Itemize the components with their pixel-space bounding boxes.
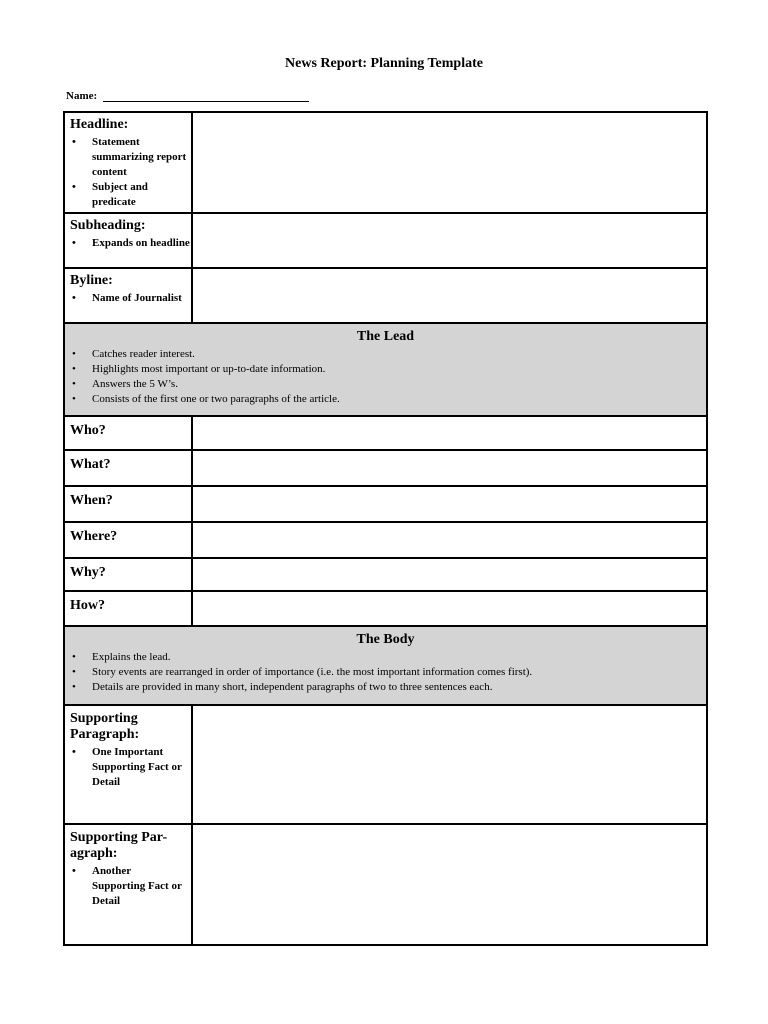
supporting-paragraph-row (64, 705, 707, 824)
what-label-cell (64, 450, 192, 486)
lead-title: The Lead (356, 329, 415, 344)
when-label: When? (70, 493, 113, 508)
page-title: News Report: Planning Template (285, 56, 483, 71)
supporting-paragraph-label-cell (64, 824, 192, 945)
byline-label-cell (64, 268, 192, 323)
supporting-paragraph-input-cell[interactable] (192, 705, 707, 824)
how-label-cell (64, 591, 192, 626)
supporting-paragraph-row (64, 824, 707, 945)
byline-row (64, 268, 707, 323)
what-input-cell[interactable] (192, 450, 707, 486)
where-row (64, 522, 707, 558)
subheading-bullet: • Expands on headline (92, 236, 191, 251)
lead-section-row (64, 323, 707, 416)
body-section-row (64, 626, 707, 705)
why-label-cell (64, 558, 192, 591)
supporting-paragraph-bullet: • One Important Supporting Fact or Detail (92, 745, 191, 790)
byline-bullet: • Name of Journalist (92, 291, 191, 306)
what-label: What? (70, 457, 111, 472)
why-input-cell[interactable] (192, 558, 707, 591)
headline-bullet: • Statement summarizing report content (92, 135, 191, 180)
supporting-paragraph-label-cell (64, 705, 192, 824)
headline-label: Headline: (70, 117, 129, 132)
who-label: Who? (70, 423, 106, 438)
subheading-input-cell[interactable] (192, 213, 707, 268)
subheading-row (64, 213, 707, 268)
body-bullet: • Details are provided in many short, independent paragraphs of two to three sentences each. (92, 680, 706, 695)
subheading-label: Subheading: (70, 218, 146, 233)
where-input-cell[interactable] (192, 522, 707, 558)
lead-bullet: • Highlights most important or up-to-date information. (92, 362, 706, 377)
supporting-paragraph-bullet: • Another Supporting Fact or Detail (92, 864, 185, 909)
when-input-cell[interactable] (192, 486, 707, 522)
lead-bullet: • Answers the 5 W’s. (92, 377, 706, 392)
body-bullet: • Story events are rearranged in order of importance (i.e. the most important information comes first). (92, 665, 706, 680)
why-label: Why? (70, 565, 106, 580)
lead-section (64, 323, 707, 416)
who-row (64, 416, 707, 450)
who-input-cell[interactable] (192, 416, 707, 450)
lead-bullet: • Catches reader interest. (92, 347, 706, 362)
how-input-cell[interactable] (192, 591, 707, 626)
planning-table (63, 111, 708, 946)
when-row (64, 486, 707, 522)
how-label: How? (70, 598, 105, 613)
headline-input-cell[interactable] (192, 112, 707, 213)
who-label-cell (64, 416, 192, 450)
headline-bullet: • Subject and predicate (92, 180, 191, 210)
body-title: The Body (356, 632, 415, 647)
when-label-cell (64, 486, 192, 522)
supporting-paragraph-label: Supporting Par-agraph: (70, 830, 168, 861)
what-row (64, 450, 707, 486)
supporting-paragraph-label: Supporting Paragraph: (70, 711, 140, 742)
name-field-row (66, 89, 309, 102)
lead-bullet: • Consists of the first one or two paragraphs of the article. (92, 392, 706, 407)
byline-label: Byline: (70, 273, 113, 288)
name-label: Name: (66, 90, 98, 102)
supporting-paragraph-input-cell[interactable] (192, 824, 707, 945)
name-input-line[interactable] (103, 89, 309, 102)
byline-input-cell[interactable] (192, 268, 707, 323)
where-label-cell (64, 522, 192, 558)
where-label: Where? (70, 529, 118, 544)
headline-label-cell (64, 112, 192, 213)
subheading-label-cell (64, 213, 192, 268)
headline-row (64, 112, 707, 213)
why-row (64, 558, 707, 591)
how-row (64, 591, 707, 626)
body-section (64, 626, 707, 705)
body-bullet: • Explains the lead. (92, 650, 706, 665)
